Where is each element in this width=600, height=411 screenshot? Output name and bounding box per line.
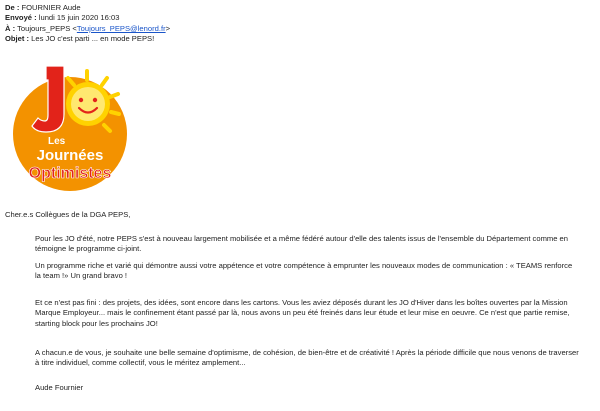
to-row <box>5 24 170 34</box>
sent-label: Envoyé : <box>5 13 37 23</box>
paragraph-1: Pour les JO d'été, notre PEPS s'est à nouveau largement mobilisée et a même fédéré autour d'elle des talents issus de l'ensemble du Département comme en témoigne le programme ci-joint. <box>35 234 569 254</box>
from-value: FOURNIER Aude <box>21 3 81 12</box>
email-header <box>5 3 170 45</box>
logo-line-optimistes: Optimistes <box>28 165 112 182</box>
sent-row <box>5 13 170 23</box>
paragraph-3: Et ce n'est pas fini : des projets, des idées, sont encore dans les cartons. Vous les aviez déposés durant les JO d'Hiver dans les boîtes ouvertes par la Mission Marque Employeur... mais le confinement étant passé par là, nous avons un peu été freinés dans leur étude et leur mise en oeuvre. Ce n'est que partie remise, starting block pour les prochains JO! <box>35 298 570 328</box>
to-name: Toujours_PEPS < <box>17 23 77 33</box>
logo-graphic <box>10 60 130 195</box>
from-label: De : <box>5 3 20 12</box>
from-row <box>5 3 170 13</box>
signature: Aude Fournier <box>35 383 84 392</box>
to-label: À : <box>5 23 16 33</box>
paragraph-2: Un programme riche et varié qui démontre aussi votre appétence et votre compétence à emprunter les nouveaux modes de communication : « TEAMS renforce la team !» Un grand bravo ! <box>35 261 573 281</box>
logo-line-journees: Journées <box>36 147 104 164</box>
sent-value: lundi 15 juin 2020 16:03 <box>38 13 120 23</box>
subject-label: Objet : <box>5 34 30 44</box>
to-close: > <box>165 23 171 33</box>
subject-row <box>5 34 170 44</box>
paragraph-4: A chacun.e de vous, je souhaite une belle semaine d'optimisme, de cohésion, de bien-être et de créativité ! Après la période difficile que nous venons de traverser à titre individuel, comme collectif, vous le méritez amplement... <box>35 348 579 368</box>
to-email-link[interactable]: Toujours_PEPS@lenord.fr <box>76 23 166 33</box>
logo-line-les: Les <box>48 136 66 147</box>
journees-optimistes-logo <box>10 60 130 195</box>
greeting: Cher.e.s Collègues de la DGA PEPS, <box>5 210 131 219</box>
subject-value: Les JO c'est parti ... en mode PEPS! <box>31 34 155 44</box>
